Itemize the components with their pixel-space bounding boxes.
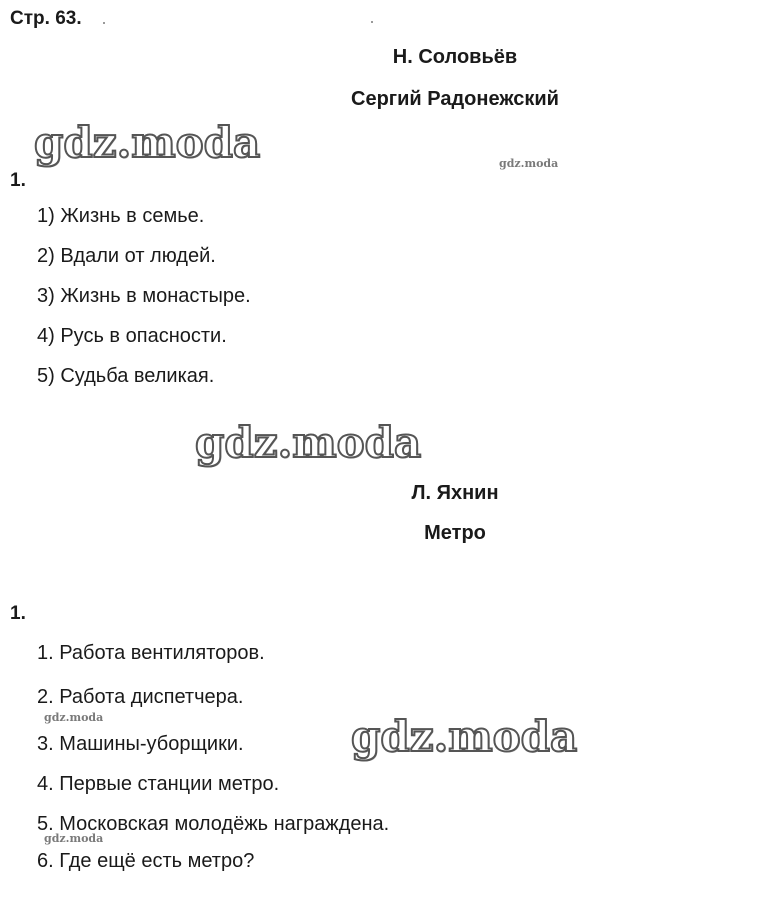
section1-list-item: 3) Жизнь в монастыре. <box>37 285 251 307</box>
section2-author: Л. Яхнин <box>411 482 499 504</box>
section1-author: Н. Соловьёв <box>392 46 518 68</box>
section2-list-item: 2. Работа диспетчера. <box>37 686 244 708</box>
section2-title: Метро <box>424 522 486 544</box>
section2-list-item: 1. Работа вентиляторов. <box>37 642 265 664</box>
watermark-small: gdz.moda <box>44 832 104 845</box>
section2-list-item: 6. Где ещё есть метро? <box>37 850 255 872</box>
section1-title: Сергий Радонежский <box>351 88 559 110</box>
watermark-large: gdz.moda <box>351 712 578 761</box>
watermark-large: gdz.moda <box>34 118 261 167</box>
watermark-large: gdz.moda <box>195 418 422 467</box>
section1-list-item: 5) Судьба великая. <box>37 365 215 387</box>
section1-list-item: 2) Вдали от людей. <box>37 245 216 267</box>
watermark-small: gdz.moda <box>44 711 104 724</box>
section1-list-item: 1) Жизнь в семье. <box>37 205 205 227</box>
section1-task-number: 1. <box>10 170 26 191</box>
section2-list-item: 5. Московская молодёжь награждена. <box>37 813 390 835</box>
section2-list-item: 4. Первые станции метро. <box>37 773 280 795</box>
section2-list-item: 3. Машины-уборщики. <box>37 733 244 755</box>
page-number: Стр. 63. <box>10 8 82 29</box>
scan-speck <box>103 22 105 24</box>
section1-list-item: 4) Русь в опасности. <box>37 325 227 347</box>
scan-speck <box>371 21 373 23</box>
section2-task-number: 1. <box>10 603 26 624</box>
watermark-small: gdz.moda <box>499 157 559 170</box>
